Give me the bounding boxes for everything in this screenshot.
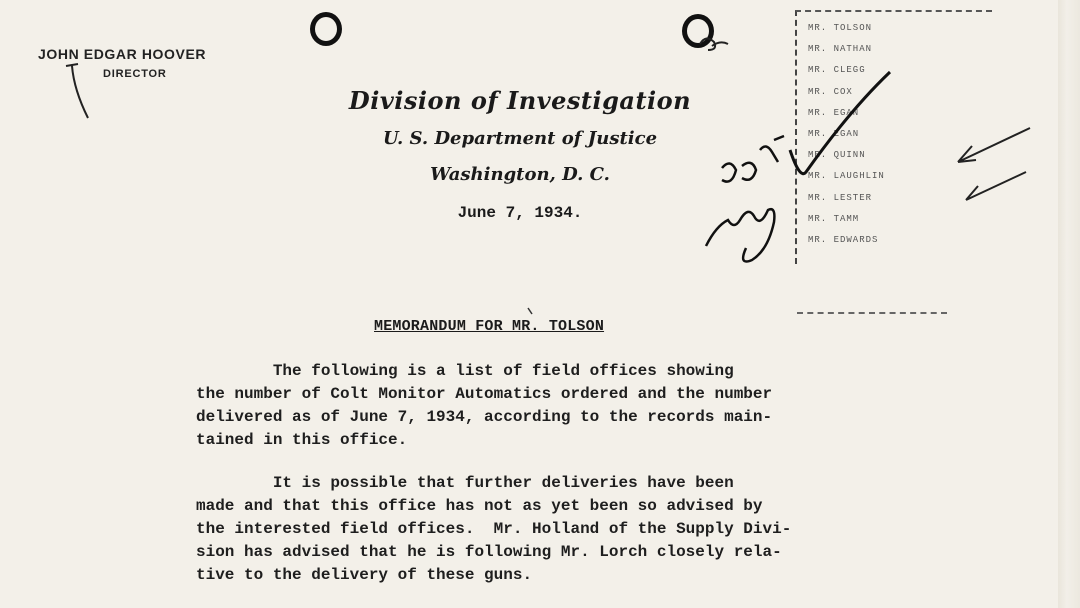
city-heading: Washington, D. C. <box>430 164 610 185</box>
paragraph-line: the interested field offices. Mr. Holland of the Supply Divi- <box>196 520 792 538</box>
routing-name: MR. TOLSON <box>808 23 873 33</box>
paragraph-line: sion has advised that he is following Mr. Lorch closely rela- <box>196 543 782 561</box>
routing-name: MR. EGAN <box>808 107 860 118</box>
arrow-mark-upper <box>958 128 1030 162</box>
paragraph-line: The following is a list of field offices showing <box>196 362 734 380</box>
routing-name: MR. TAMM <box>808 213 860 224</box>
paragraph-line: tained in this office. <box>196 431 408 449</box>
memo-paragraph-1 <box>196 360 916 452</box>
routing-name: MR. LAUGHLIN <box>808 171 885 182</box>
paragraph-line: the number of Colt Monitor Automatics ordered and the number <box>196 385 773 403</box>
memo-date: June 7, 1934. <box>457 204 583 222</box>
arrow-mark-lower <box>966 172 1026 200</box>
paragraph-line: tive to the delivery of these guns. <box>196 566 533 584</box>
routing-name: MR. CLEGG <box>808 65 866 76</box>
director-title: DIRECTOR <box>103 68 167 80</box>
paragraph-line: made and that this office has not as yet been so advised by <box>196 497 763 515</box>
director-initial-mark <box>66 64 88 118</box>
stray-tick-mark <box>528 308 532 314</box>
routing-name: MR. EGAN <box>808 128 860 139</box>
director-name: JOHN EDGAR HOOVER <box>38 46 207 62</box>
paragraph-line: delivered as of June 7, 1934, according to the records main- <box>196 408 773 426</box>
memo-title: MEMORANDUM FOR MR. TOLSON <box>374 318 605 335</box>
punch-hole-scribble <box>700 38 728 50</box>
routing-name: MR. LESTER <box>808 192 873 203</box>
checkmark-large <box>790 72 890 174</box>
routing-name: MR. COX <box>808 86 853 97</box>
routing-name: MR. NATHAN <box>808 44 873 55</box>
handwritten-initials-upper <box>722 136 784 182</box>
department-heading: U. S. Department of Justice <box>382 128 658 149</box>
division-heading: Division of Investigation <box>348 86 692 115</box>
routing-name: MR. QUINN <box>808 150 866 161</box>
routing-name: MR. EDWARDS <box>808 234 879 245</box>
handwritten-initials-lower <box>706 209 774 261</box>
memo-paragraph-2 <box>196 472 916 587</box>
paragraph-line: It is possible that further deliveries have been <box>196 474 734 492</box>
